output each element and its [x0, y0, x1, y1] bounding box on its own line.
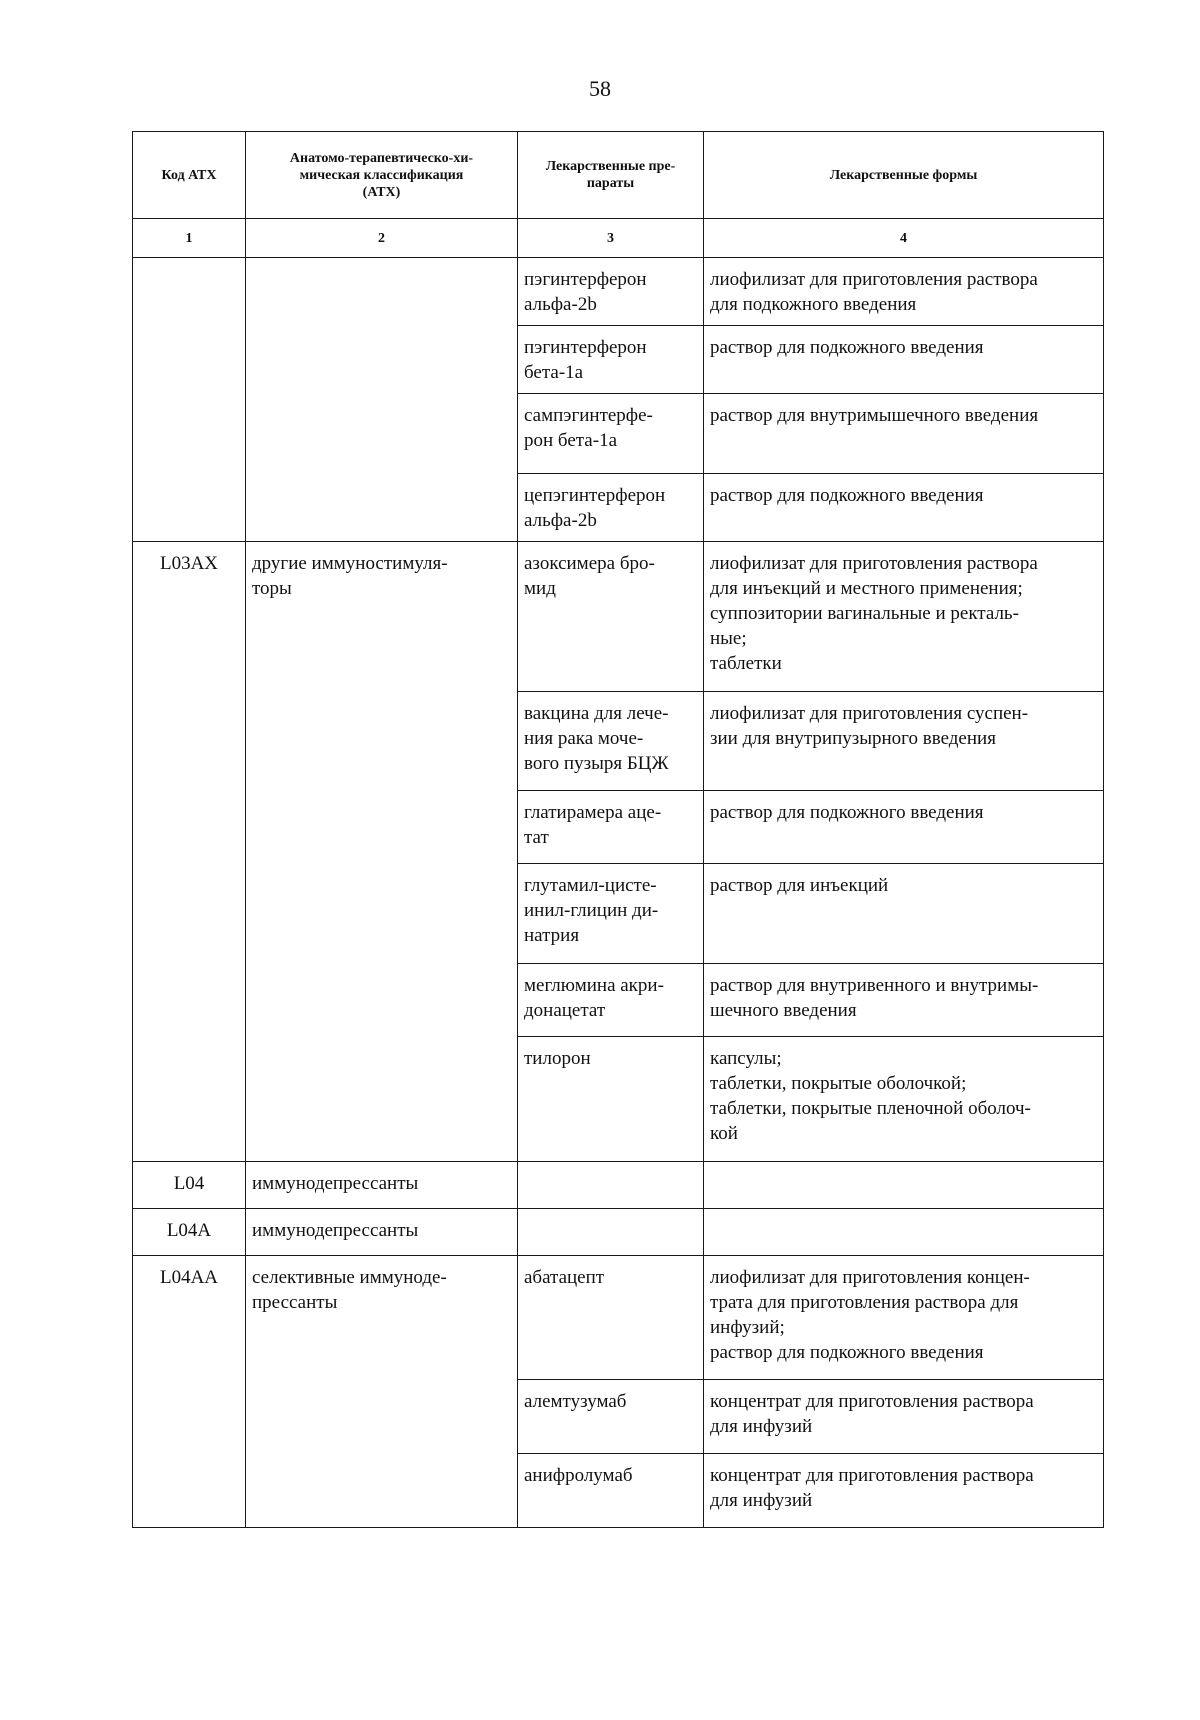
atx-code-cell	[133, 258, 246, 542]
dosage-form-cell: лиофилизат для приготовления концен- трата для приготовления раствора для инфузий; раствор для подкожного введения	[704, 1256, 1104, 1380]
atx-class-cell: иммунодепрессанты	[246, 1209, 518, 1256]
table-row	[133, 1209, 1104, 1256]
column-number: 3	[518, 219, 704, 258]
dosage-form-cell: раствор для внутривенного и внутримы- шечного введения	[704, 964, 1104, 1037]
drug-cell: меглюмина акри- донацетат	[518, 964, 704, 1037]
drug-cell: глатирамера аце- тат	[518, 791, 704, 864]
drug-cell: глутамил-цисте- инил-глицин ди- натрия	[518, 864, 704, 964]
header-atx-classification: Анатомо-терапевтическо-хи- мическая классификация (АТХ)	[246, 132, 518, 219]
dosage-form-cell: раствор для подкожного введения	[704, 326, 1104, 394]
drug-cell: сампэгинтерфе- рон бета-1a	[518, 394, 704, 474]
atx-code-cell: L04	[133, 1162, 246, 1209]
drug-cell: абатацепт	[518, 1256, 704, 1380]
atx-code-cell: L04A	[133, 1209, 246, 1256]
drug-cell: пэгинтерферон бета-1a	[518, 326, 704, 394]
drug-cell	[518, 1162, 704, 1209]
header-dosage-forms: Лекарственные формы	[704, 132, 1104, 219]
table-header-row	[133, 132, 1104, 219]
column-number: 1	[133, 219, 246, 258]
page-number: 58	[589, 76, 611, 101]
table-row	[133, 1162, 1104, 1209]
atx-table	[132, 131, 1104, 1528]
dosage-form-cell: раствор для подкожного введения	[704, 474, 1104, 542]
atx-code-cell: L04AA	[133, 1256, 246, 1528]
dosage-form-cell	[704, 1209, 1104, 1256]
dosage-form-cell: концентрат для приготовления раствора для инфузий	[704, 1454, 1104, 1528]
drug-cell: азоксимера бро- мид	[518, 542, 704, 692]
dosage-form-cell: лиофилизат для приготовления раствора для инъекций и местного применения; суппозитории вагинальные и ректаль- ные; таблетки	[704, 542, 1104, 692]
dosage-form-cell: капсулы; таблетки, покрытые оболочкой; таблетки, покрытые пленочной оболоч- кой	[704, 1037, 1104, 1162]
atx-class-cell: иммунодепрессанты	[246, 1162, 518, 1209]
column-number: 2	[246, 219, 518, 258]
header-drugs: Лекарственные пре- параты	[518, 132, 704, 219]
dosage-form-cell	[704, 1162, 1104, 1209]
atx-class-cell	[246, 258, 518, 542]
drug-cell: алемтузумаб	[518, 1380, 704, 1454]
dosage-form-cell: раствор для внутримышечного введения	[704, 394, 1104, 474]
dosage-form-cell: раствор для подкожного введения	[704, 791, 1104, 864]
table-row	[133, 258, 1104, 326]
table-row	[133, 542, 1104, 692]
dosage-form-cell: концентрат для приготовления раствора для инфузий	[704, 1380, 1104, 1454]
dosage-form-cell: лиофилизат для приготовления раствора для подкожного введения	[704, 258, 1104, 326]
drug-cell: анифролумаб	[518, 1454, 704, 1528]
atx-code-cell: L03AX	[133, 542, 246, 1162]
drug-cell: тилорон	[518, 1037, 704, 1162]
dosage-form-cell: раствор для инъекций	[704, 864, 1104, 964]
dosage-form-cell: лиофилизат для приготовления суспен- зии для внутрипузырного введения	[704, 692, 1104, 791]
header-atx-code: Код АТХ	[133, 132, 246, 219]
atx-class-cell: другие иммуностимуля- торы	[246, 542, 518, 1162]
drug-cell: вакцина для лече- ния рака моче- вого пузыря БЦЖ	[518, 692, 704, 791]
column-number: 4	[704, 219, 1104, 258]
drug-cell: пэгинтерферон альфа-2b	[518, 258, 704, 326]
atx-class-cell: селективные иммуноде- прессанты	[246, 1256, 518, 1528]
table-row	[133, 1256, 1104, 1380]
drug-cell: цепэгинтерферон альфа-2b	[518, 474, 704, 542]
drug-cell	[518, 1209, 704, 1256]
column-numbers-row	[133, 219, 1104, 258]
